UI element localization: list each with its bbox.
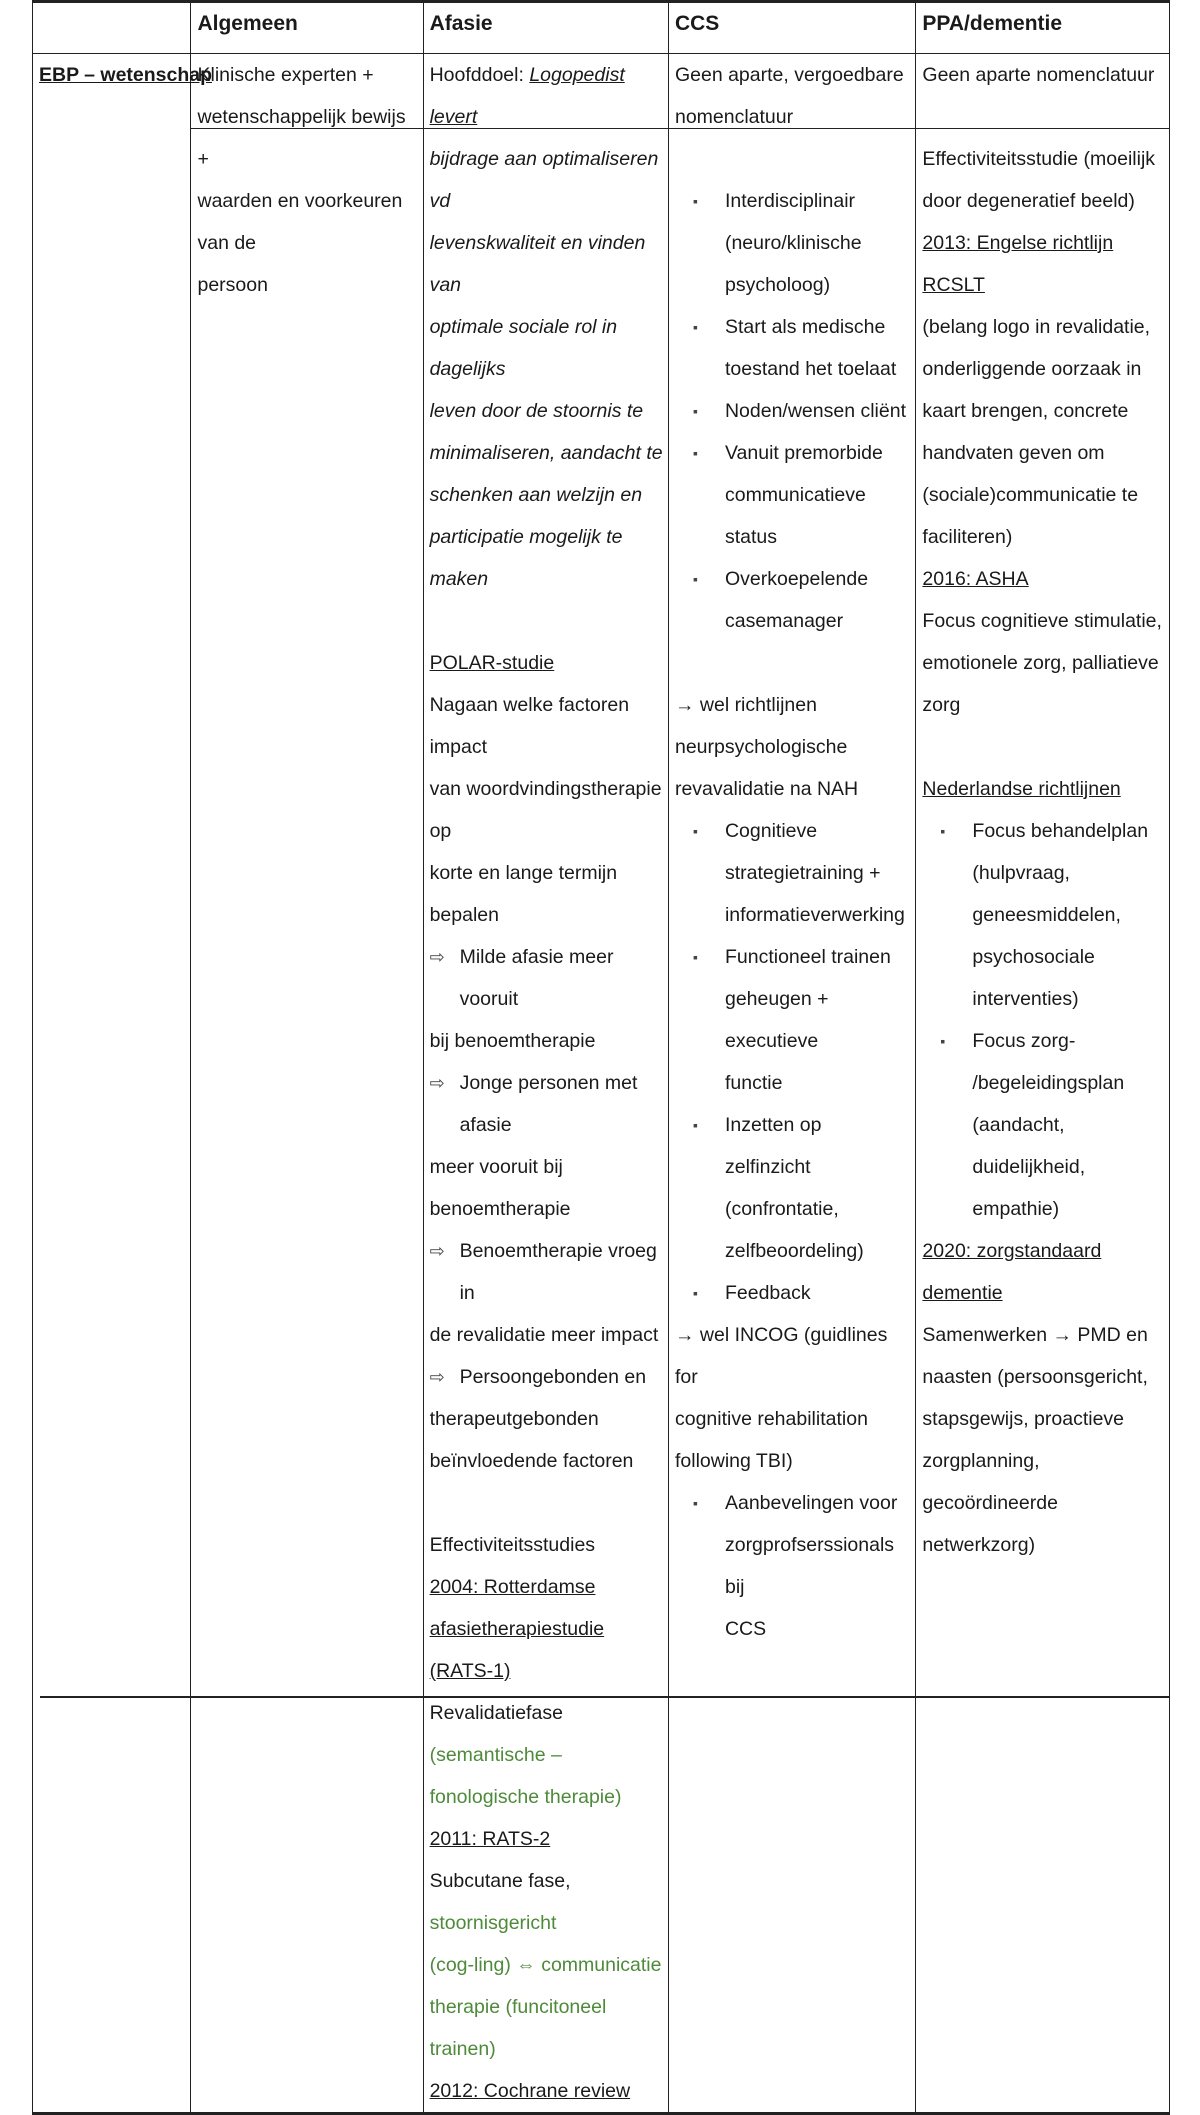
- ppa-line: faciliteren): [922, 526, 1013, 548]
- ppa-line: Focus cognitieve stimulatie,: [922, 610, 1162, 632]
- header-divider-line: [191, 128, 422, 129]
- asha-title: 2016: ASHA: [922, 568, 1029, 590]
- list-item: [430, 936, 664, 1020]
- afasie-goal-line: levenskwaliteit en vinden van: [429, 232, 646, 296]
- ccs-line: nomenclatuur: [674, 106, 794, 128]
- ppa-line: Samenwerken → PMD en: [922, 1324, 1148, 1346]
- rcslt-title: 2013: Engelse richtlijn RCSLT: [922, 232, 1114, 296]
- square-bullet-icon: ▪: [692, 1285, 698, 1301]
- header-empty: [33, 2, 191, 54]
- revalidatie-line: [430, 1692, 664, 1776]
- afasie-goal-line: leven door de stoornis te: [429, 400, 644, 422]
- square-bullet-icon: ▪: [692, 1495, 698, 1511]
- arrow-continuation: therapeutgebonden: [429, 1408, 599, 1430]
- arrow-text: Milde afasie meer vooruit: [459, 946, 614, 1010]
- bullet-line: communicatieve status: [724, 484, 866, 548]
- ppa-line: Geen aparte nomenclatuur: [922, 64, 1155, 86]
- spacer: [430, 600, 664, 642]
- bullet-line: (confrontatie,: [724, 1198, 839, 1220]
- effectiviteit-title: Effectiviteitsstudies: [429, 1534, 596, 1556]
- wel-line: revavalidatie na NAH: [674, 778, 859, 800]
- header-ppa-dementie: PPA/dementie: [916, 2, 1170, 54]
- bullet-line: empathie): [972, 1198, 1060, 1220]
- bullet-text: [972, 1020, 1165, 1230]
- bullet-line: geneesmiddelen,: [972, 904, 1121, 926]
- bullet-line: Feedback: [724, 1282, 811, 1304]
- square-bullet-icon: ▪: [692, 1117, 698, 1133]
- bullet-line: psychosociale: [972, 946, 1095, 968]
- list-item: [675, 810, 911, 936]
- hollow-right-arrow-icon: ⇨: [429, 1073, 445, 1093]
- arrow-text: Persoongebonden en: [459, 1366, 647, 1388]
- bullet-line: Start als medische: [724, 316, 886, 338]
- bullet-line: Inzetten op zelfinzicht: [724, 1114, 822, 1178]
- ppa-line: zorg: [922, 694, 961, 716]
- header-divider-line: [424, 128, 668, 129]
- list-item: [922, 1020, 1165, 1230]
- bullet-line: geheugen + executieve: [724, 988, 829, 1052]
- bullet-line: Noden/wensen cliënt: [724, 400, 907, 422]
- subcutane-label: Subcutane fase,: [429, 1870, 571, 1892]
- ppa-line: emotionele zorg, palliatieve: [922, 652, 1159, 674]
- ccs-line: Geen aparte, vergoedbare: [674, 64, 904, 86]
- ppa-line: onderliggende oorzaak in: [922, 358, 1142, 380]
- list-item: [675, 1272, 911, 1314]
- afasie-goal-line: optimale sociale rol in dagelijks: [429, 316, 618, 380]
- nl-richtlijnen-title: Nederlandse richtlijnen: [922, 778, 1121, 800]
- algemeen-line: Klinische experten +: [197, 64, 374, 86]
- header-row: [33, 2, 1170, 54]
- hollow-right-arrow-icon: ⇨: [429, 1241, 445, 1261]
- bullet-line: informatieverwerking: [724, 904, 905, 926]
- list-item: [430, 1356, 664, 1398]
- arrow-text: Benoemtherapie vroeg in: [459, 1240, 657, 1304]
- bullet-line: Focus zorg-: [972, 1030, 1076, 1052]
- bullet-line: Vanuit premorbide: [724, 442, 883, 464]
- list-item: [675, 936, 911, 1104]
- wel-line: following TBI): [674, 1450, 793, 1472]
- bullet-text: [725, 306, 911, 390]
- subcutane-green-line: (cog-ling) ⇔ communicatie: [429, 1954, 662, 1976]
- algemeen-line: waarden en voorkeuren van de: [197, 190, 403, 254]
- list-item: [675, 1482, 911, 1650]
- bullet-line: Functioneel trainen: [724, 946, 891, 968]
- ppa-cell: [916, 54, 1170, 2114]
- header-ccs: CCS: [668, 2, 915, 54]
- bullet-text: [725, 810, 911, 936]
- ppa-line: stapsgewijs, proactieve: [922, 1408, 1125, 1430]
- rats1-line: 2004: Rotterdamse: [429, 1576, 596, 1598]
- list-item: [922, 810, 1165, 1020]
- square-bullet-icon: ▪: [692, 193, 698, 209]
- arrow-text: Jonge personen met afasie: [459, 1072, 638, 1136]
- polar-line: korte en lange termijn bepalen: [429, 862, 618, 926]
- bullet-text: [725, 558, 911, 642]
- square-bullet-icon: ▪: [692, 823, 698, 839]
- revalidatie-green: (semantische –: [429, 1744, 562, 1766]
- bullet-line: zelfbeoordeling): [724, 1240, 864, 1262]
- revalidatie-green-line: fonologische therapie): [429, 1786, 622, 1808]
- zorgstandaard-title: dementie: [922, 1282, 1003, 1304]
- list-item: [675, 390, 911, 432]
- bullet-line: (neuro/klinische: [724, 232, 862, 254]
- bullet-text: [972, 810, 1165, 1020]
- ppa-line: naasten (persoonsgericht,: [922, 1366, 1148, 1388]
- polar-line: Nagaan welke factoren impact: [429, 694, 630, 758]
- square-bullet-icon: ▪: [692, 445, 698, 461]
- footer-divider: [40, 1696, 1170, 1698]
- header-afasie: Afasie: [423, 2, 668, 54]
- bullet-line: Cognitieve: [724, 820, 818, 842]
- bullet-text: [725, 432, 911, 558]
- bullet-line: /begeleidingsplan: [972, 1072, 1125, 1094]
- rats2-line: 2011: RATS-2: [429, 1828, 551, 1850]
- rats1-line: afasietherapiestudie (RATS-1): [429, 1618, 605, 1682]
- afasie-cell: [423, 54, 668, 2114]
- bullet-line: zorgprofserssionals bij: [724, 1534, 895, 1598]
- bullet-line: Interdisciplinair: [724, 190, 856, 212]
- ppa-line: door degeneratief beeld): [922, 190, 1135, 212]
- list-item: [675, 306, 911, 390]
- bullet-line: toestand het toelaat: [724, 358, 897, 380]
- arrow-continuation: bij benoemtherapie: [429, 1030, 596, 1052]
- list-item: [675, 1104, 911, 1272]
- polar-title: POLAR-studie: [429, 652, 555, 674]
- list-item: [675, 432, 911, 558]
- bullet-text: [725, 936, 911, 1104]
- list-item: [675, 180, 911, 306]
- ppa-line: (belang logo in revalidatie,: [922, 316, 1151, 338]
- goal-text: Logopedist levert: [429, 64, 625, 128]
- spacer: [675, 138, 911, 180]
- afasie-goal-line: minimaliseren, aandacht te: [429, 442, 663, 464]
- bullet-line: CCS: [724, 1618, 767, 1640]
- hollow-right-arrow-icon: ⇨: [429, 947, 445, 967]
- header-divider-line: [669, 128, 915, 129]
- ppa-line: (sociale)communicatie te: [922, 484, 1139, 506]
- table-row: [33, 54, 1170, 2114]
- afasie-goal-line: schenken aan welzijn en: [429, 484, 643, 506]
- bullet-line: duidelijkheid,: [972, 1156, 1086, 1178]
- bullet-line: functie: [724, 1072, 783, 1094]
- arrow-continuation: benoemtherapie: [429, 1198, 571, 1220]
- square-bullet-icon: ▪: [692, 319, 698, 335]
- wel-line: → wel INCOG (guidlines for: [674, 1324, 888, 1388]
- spacer: [922, 96, 1165, 138]
- arrow-continuation: meer vooruit bij: [429, 1156, 563, 1178]
- bullet-line: Aanbevelingen voor: [724, 1492, 898, 1514]
- square-bullet-icon: ▪: [692, 949, 698, 965]
- bullet-line: strategietraining +: [724, 862, 881, 884]
- bullet-line: (hulpvraag,: [972, 862, 1070, 884]
- ppa-line: netwerkzorg): [922, 1534, 1036, 1556]
- list-item: [430, 1230, 664, 1314]
- list-item: [430, 1062, 664, 1146]
- spacer: [430, 1482, 664, 1524]
- bullet-text: [725, 1104, 911, 1272]
- bullet-line: casemanager: [724, 610, 844, 632]
- bullet-line: Focus behandelplan: [972, 820, 1149, 842]
- wel-line: neurpsychologische: [674, 736, 848, 758]
- bullet-text: [725, 1482, 911, 1650]
- subcutane-green-line: therapie (funcitoneel trainen): [429, 1996, 607, 2060]
- bullet-text: [725, 390, 911, 432]
- header-divider-line: [916, 128, 1169, 129]
- list-item: [675, 558, 911, 642]
- wel-line: cognitive rehabilitation: [674, 1408, 868, 1430]
- polar-line: van woordvindingstherapie op: [429, 778, 662, 842]
- algemeen-line: wetenschappelijk bewijs +: [197, 106, 406, 170]
- cochrane-line: 2012: Cochrane review: [429, 2080, 631, 2102]
- row-label-cell: [33, 54, 213, 2114]
- ppa-line: handvaten geven om: [922, 442, 1105, 464]
- spacer: [675, 642, 911, 684]
- afasie-goal-line: [430, 54, 664, 138]
- square-bullet-icon: ▪: [940, 823, 946, 839]
- ccs-cell: [668, 54, 915, 2114]
- bullet-line: (aandacht,: [972, 1114, 1065, 1136]
- square-bullet-icon: ▪: [692, 403, 698, 419]
- hollow-right-arrow-icon: ⇨: [429, 1367, 445, 1387]
- subcutane-green: stoornisgericht: [429, 1912, 557, 1934]
- revalidatie-label: Revalidatiefase: [429, 1702, 563, 1724]
- arrow-continuation: beïnvloedende factoren: [429, 1450, 634, 1472]
- algemeen-line: persoon: [197, 274, 268, 296]
- subcutane-line: [430, 1860, 664, 1944]
- bullet-text: [725, 180, 911, 306]
- algemeen-cell: [191, 54, 423, 2114]
- row-label: EBP – wetenschap: [39, 64, 213, 86]
- wel-line: → wel richtlijnen: [674, 694, 817, 716]
- afasie-goal-line: bijdrage aan optimaliseren vd: [429, 148, 659, 212]
- square-bullet-icon: ▪: [692, 571, 698, 587]
- header-algemeen: Algemeen: [191, 2, 423, 54]
- square-bullet-icon: ▪: [940, 1033, 946, 1049]
- bullet-line: interventies): [972, 988, 1079, 1010]
- goal-label: Hoofddoel:: [429, 64, 530, 86]
- bullet-line: Overkoepelende: [724, 568, 869, 590]
- ppa-line: zorgplanning, gecoördineerde: [922, 1450, 1058, 1514]
- ppa-line: kaart brengen, concrete: [922, 400, 1129, 422]
- spacer: [922, 726, 1165, 768]
- bullet-text: [725, 1272, 911, 1314]
- ebp-comparison-table: [32, 0, 1170, 2115]
- zorgstandaard-title: 2020: zorgstandaard: [922, 1240, 1102, 1262]
- ppa-line: Effectiviteitsstudie (moeilijk: [922, 148, 1156, 170]
- afasie-goal-line: participatie mogelijk te maken: [429, 526, 623, 590]
- arrow-continuation: de revalidatie meer impact: [429, 1324, 659, 1346]
- bullet-line: psycholoog): [724, 274, 831, 296]
